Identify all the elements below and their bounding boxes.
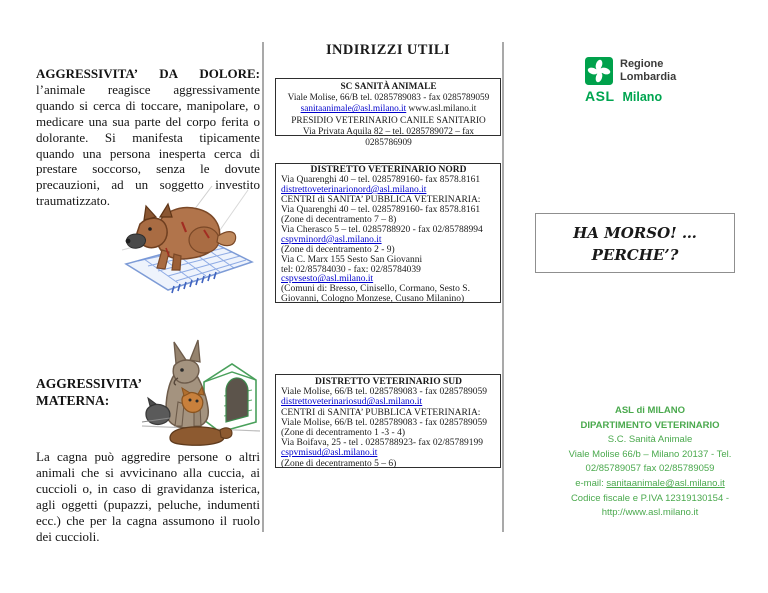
text-line (538, 448, 762, 463)
injured-dog-illustration (116, 184, 258, 308)
text-segment: DIPARTIMENTO VETERINARIO (580, 419, 720, 431)
address-box-sanita-animale (275, 78, 501, 149)
maternal-heading-line1: AGGRESSIVITA’ (36, 376, 143, 391)
text-segment: Viale Molise 66/b – Milano 20137 - Tel. (568, 448, 732, 460)
asl-city: Milano (622, 90, 663, 104)
text-segment: DISTRETTO VETERINARIO SUD (315, 377, 462, 387)
text-segment: S.C. Sanità Animale (607, 434, 693, 446)
column-divider-right (502, 42, 504, 532)
text-segment: SC SANITÀ ANIMALE (340, 82, 437, 92)
text-segment: (Zone di decentramento 2 - 9) (281, 244, 395, 255)
address-box-distretto-sud (275, 374, 501, 468)
text-segment: Via Quarenghi 40 – tel. 0285789160- fax 8578.8161 (281, 204, 481, 215)
text-line (281, 93, 496, 104)
email-link[interactable]: distrettoveterinarionord@asl.milano.it (281, 184, 427, 195)
text-line (281, 285, 496, 305)
text-line (538, 433, 762, 448)
text-line (538, 419, 762, 434)
text-line (281, 428, 496, 438)
maternal-dog-illustration (140, 334, 262, 460)
text-segment: Viale Molise, 66/B tel. 0285789083 - fax 0285789059 (281, 387, 488, 398)
email-link[interactable]: cspvsesto@asl.milano.it (281, 274, 374, 285)
text-line (538, 404, 762, 419)
text-segment: tel: 02/85784030 - fax: 02/85784039 (281, 264, 421, 275)
text-segment: 02/85789057 fax 02/85789059 (585, 463, 715, 475)
text-line (538, 477, 762, 492)
text-segment: e-mail: (575, 477, 607, 489)
email-link[interactable]: sanitaanimale@asl.milano.it (300, 104, 407, 115)
slogan-line1: HA MORSO! … (573, 224, 697, 242)
regione-lombardia-logo (585, 57, 676, 85)
pain-aggression-heading: AGGRESSIVITA’ DA DOLORE: (36, 66, 260, 81)
email-link[interactable]: distrettoveterinariosud@asl.milano.it (281, 397, 423, 408)
text-line (538, 492, 762, 507)
text-segment: Via Quarenghi 40 – tel. 0285789160- fax 8578.8161 (281, 174, 481, 185)
text-line (281, 418, 496, 428)
text-line (281, 459, 496, 469)
text-line (538, 506, 762, 521)
regione-label: Regione (620, 58, 664, 70)
text-segment: www.asl.milano.it (406, 104, 477, 115)
address-box-distretto-nord (275, 163, 501, 303)
column-divider-left (262, 42, 264, 532)
text-segment: (Zone di decentramento 1 -3 - 4) (281, 428, 405, 439)
text-segment: ASL di MILANO (614, 405, 686, 416)
text-segment: Via Cherasco 5 – tel. 0285788920 - fax 02/85788994 (281, 224, 483, 235)
text-segment: Via Boifava, 25 - tel . 0285788923- fax 02/85789199 (281, 438, 484, 449)
text-line (281, 104, 496, 115)
text-segment: (Zone di decentramento 5 – 6) (281, 458, 397, 469)
lombardia-label: Lombardia (620, 70, 677, 83)
maternal-heading-line2: MATERNA: (36, 392, 110, 408)
text-segment: Viale Molise, 66/B tel. 0285789083 - fax 0285789059 (281, 417, 488, 428)
slogan-box (535, 213, 735, 273)
maternal-aggression-heading (36, 376, 142, 409)
text-segment: Via C. Marx 155 Sesto San Giovanni (281, 254, 423, 265)
text-segment: (Zone di decentramento 7 – 8) (281, 214, 397, 225)
slogan-line2: PERCHE’? (591, 246, 679, 264)
text-segment: http://www.asl.milano.it (601, 507, 699, 519)
text-segment: Via Privata Aquila 82 – tel. 0285789072 – fax 0285786909 (302, 126, 475, 149)
text-segment: CENTRI di SANITA’ PUBBLICA VETERINARIA: (281, 407, 481, 418)
asl-acronym: ASL (585, 88, 615, 104)
text-segment: DISTRETTO VETERINARIO NORD (310, 165, 467, 175)
text-segment: (Comuni di: Bresso, Cinisello, Cormano, Sesto S. Giovanni, Cologno Monzese, Cusano Milanino) (281, 284, 470, 305)
text-segment: Codice fiscale e P.IVA 12319130154 - (570, 492, 730, 504)
text-line (281, 377, 496, 387)
text-segment: Viale Molise, 66/B tel. 0285789083 - fax 0285789059 (287, 93, 490, 104)
text-line (281, 448, 496, 458)
text-line (538, 462, 762, 477)
email-link[interactable]: cspvmisud@asl.milano.it (281, 448, 378, 459)
pain-aggression-text: l’animale reagisce aggressivamente quando si cerca di toccare, manipolare, o medicare una sua parte del corpo ferita o dolorante. Si manifesta tipicamente quando una persona inesperta cerca di prestare soccorso, senza le dovute precauzioni, ad un soggetto investito traumatizzato. (36, 81, 260, 209)
text-line (281, 82, 496, 93)
maternal-aggression-paragraph: La cagna può aggredire persone o altri animali che si avvicinano alla cuccia, ai cuccioli o, in caso di gravidanza isterica, agli oggetti (pupazzi, peluche, indumenti ecc.) che per la cagna assumono il ruolo dei cuccioli. (36, 449, 260, 544)
text-line (281, 438, 496, 448)
contact-block (538, 404, 762, 521)
rosa-camuna-icon (585, 57, 613, 85)
text-segment: PRESIDIO VETERINARIO CANILE SANITARIO (291, 115, 486, 126)
text-line (281, 408, 496, 418)
text-line (281, 387, 496, 397)
text-line (281, 127, 496, 149)
email-link[interactable]: cspvminord@asl.milano.it (281, 234, 382, 245)
text-segment: CENTRI di SANITA’ PUBBLICA VETERINARIA: (281, 194, 481, 205)
text-line (281, 397, 496, 407)
useful-addresses-title: INDIRIZZI UTILI (325, 42, 451, 58)
email-link[interactable]: sanitaanimale@asl.milano.it (606, 477, 725, 489)
text-line (281, 116, 496, 127)
asl-milano-label (585, 88, 662, 106)
